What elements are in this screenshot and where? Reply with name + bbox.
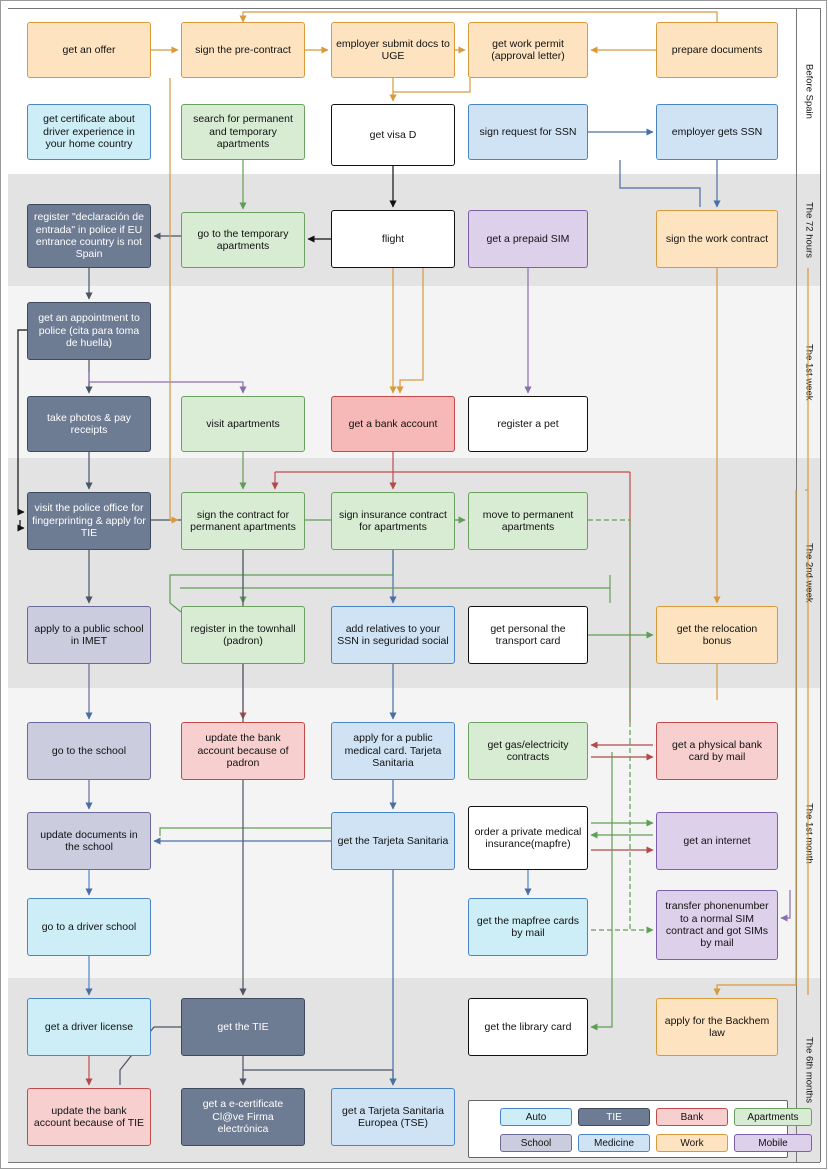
- node-get-personal-transport-card[interactable]: get personal the transport card: [468, 606, 588, 664]
- node-get-an-offer[interactable]: get an offer: [27, 22, 151, 78]
- node-search-permanent-temporary-apartments[interactable]: search for permanent and temporary apartments: [181, 104, 305, 160]
- node-sign-the-work-contract[interactable]: sign the work contract: [656, 210, 778, 268]
- node-get-e-certificate-clve[interactable]: get a e-certificate Cl@ve Firma electrónica: [181, 1088, 305, 1146]
- legend-apartments[interactable]: Apartments: [734, 1108, 812, 1126]
- band-label-before-spain: Before Spain: [803, 63, 815, 119]
- node-get-a-prepaid-sim[interactable]: get a prepaid SIM: [468, 210, 588, 268]
- legend-bank[interactable]: Bank: [656, 1108, 728, 1126]
- node-get-physical-bank-card-by-mail[interactable]: get a physical bank card by mail: [656, 722, 778, 780]
- node-get-the-tie[interactable]: get the TIE: [181, 998, 305, 1056]
- node-get-work-permit[interactable]: get work permit (approval letter): [468, 22, 588, 78]
- node-get-relocation-bonus[interactable]: get the relocation bonus: [656, 606, 778, 664]
- node-get-gas-electricity-contracts[interactable]: get gas/electricity contracts: [468, 722, 588, 780]
- node-update-bank-account-tie[interactable]: update the bank account because of TIE: [27, 1088, 151, 1146]
- lane-label-separator: [796, 8, 797, 1162]
- node-visit-apartments[interactable]: visit apartments: [181, 396, 305, 452]
- node-get-an-internet[interactable]: get an internet: [656, 812, 778, 870]
- node-get-the-mapfree-cards-by-mail[interactable]: get the mapfree cards by mail: [468, 898, 588, 956]
- node-go-to-a-driver-school[interactable]: go to a driver school: [27, 898, 151, 956]
- node-get-the-library-card[interactable]: get the library card: [468, 998, 588, 1056]
- node-sign-insurance-contract-apartments[interactable]: sign insurance contract for apartments: [331, 492, 455, 550]
- node-sign-request-for-ssn[interactable]: sign request for SSN: [468, 104, 588, 160]
- node-prepare-documents[interactable]: prepare documents: [656, 22, 778, 78]
- node-go-to-the-school[interactable]: go to the school: [27, 722, 151, 780]
- band-label-the-2nd-week: The 2nd week: [803, 543, 815, 603]
- node-get-appointment-to-police[interactable]: get an appointment to police (cita para toma de huella): [27, 302, 151, 360]
- lane-right-edge: [820, 8, 821, 1162]
- node-apply-to-public-school-imet[interactable]: apply to a public school in IMET: [27, 606, 151, 664]
- node-get-a-driver-license[interactable]: get a driver license: [27, 998, 151, 1056]
- node-sign-the-pre-contract[interactable]: sign the pre-contract: [181, 22, 305, 78]
- band-label-the-72-hours: The 72 hours: [803, 202, 815, 258]
- node-update-documents-in-the-school[interactable]: update documents in the school: [27, 812, 151, 870]
- node-transfer-phonenumber-to-normal-sim[interactable]: transfer phonenumber to a normal SIM contract and got SIMs by mail: [656, 890, 778, 960]
- node-employer-submit-docs-to-uge[interactable]: employer submit docs to UGE: [331, 22, 455, 78]
- node-get-tarjeta-sanitaria-europea[interactable]: get a Tarjeta Sanitaria Europea (TSE): [331, 1088, 455, 1146]
- legend-school[interactable]: School: [500, 1134, 572, 1152]
- legend-auto[interactable]: Auto: [500, 1108, 572, 1126]
- band-label-the-1st-month: The 1st month: [803, 802, 815, 864]
- node-apply-public-medical-card[interactable]: apply for a public medical card. Tarjeta Sanitaria: [331, 722, 455, 780]
- node-move-to-permanent-apartments[interactable]: move to permanent apartments: [468, 492, 588, 550]
- node-flight[interactable]: flight: [331, 210, 455, 268]
- node-sign-contract-permanent-apartments[interactable]: sign the contract for permanent apartments: [181, 492, 305, 550]
- node-take-photos-pay-receipts[interactable]: take photos & pay receipts: [27, 396, 151, 452]
- band-label-the-6th-months: The 6th months: [803, 1036, 815, 1103]
- node-register-in-townhall-padron[interactable]: register in the townhall (padron): [181, 606, 305, 664]
- node-go-to-temporary-apartments[interactable]: go to the temporary apartments: [181, 212, 305, 268]
- node-register-declaracion-de-entrada[interactable]: register "declaración de entrada" in police if EU entrance country is not Spain: [27, 204, 151, 268]
- legend-tie[interactable]: TIE: [578, 1108, 650, 1126]
- node-get-a-bank-account[interactable]: get a bank account: [331, 396, 455, 452]
- band-divider-bottom: [8, 1162, 820, 1163]
- node-visit-police-office-fingerprinting[interactable]: visit the police office for fingerprinting & apply for TIE: [27, 492, 151, 550]
- band-divider-top: [8, 8, 820, 9]
- node-update-bank-account-padron[interactable]: update the bank account because of padron: [181, 722, 305, 780]
- band-label-the-1st-week: The 1st week: [803, 343, 815, 401]
- legend-work[interactable]: Work: [656, 1134, 728, 1152]
- node-register-a-pet[interactable]: register a pet: [468, 396, 588, 452]
- legend-mobile[interactable]: Mobile: [734, 1134, 812, 1152]
- node-get-visa-d[interactable]: get visa D: [331, 104, 455, 166]
- node-order-private-medical-insurance[interactable]: order a private medical insurance(mapfre): [468, 806, 588, 870]
- node-get-the-tarjeta-sanitaria[interactable]: get the Tarjeta Sanitaria: [331, 812, 455, 870]
- node-employer-gets-ssn[interactable]: employer gets SSN: [656, 104, 778, 160]
- legend-medicine[interactable]: Medicine: [578, 1134, 650, 1152]
- node-get-certificate-driver-experience[interactable]: get certificate about driver experience in your home country: [27, 104, 151, 160]
- node-add-relatives-ssn-seguridad-social[interactable]: add relatives to your SSN in seguridad social: [331, 606, 455, 664]
- node-apply-for-backhem-law[interactable]: apply for the Backhem law: [656, 998, 778, 1056]
